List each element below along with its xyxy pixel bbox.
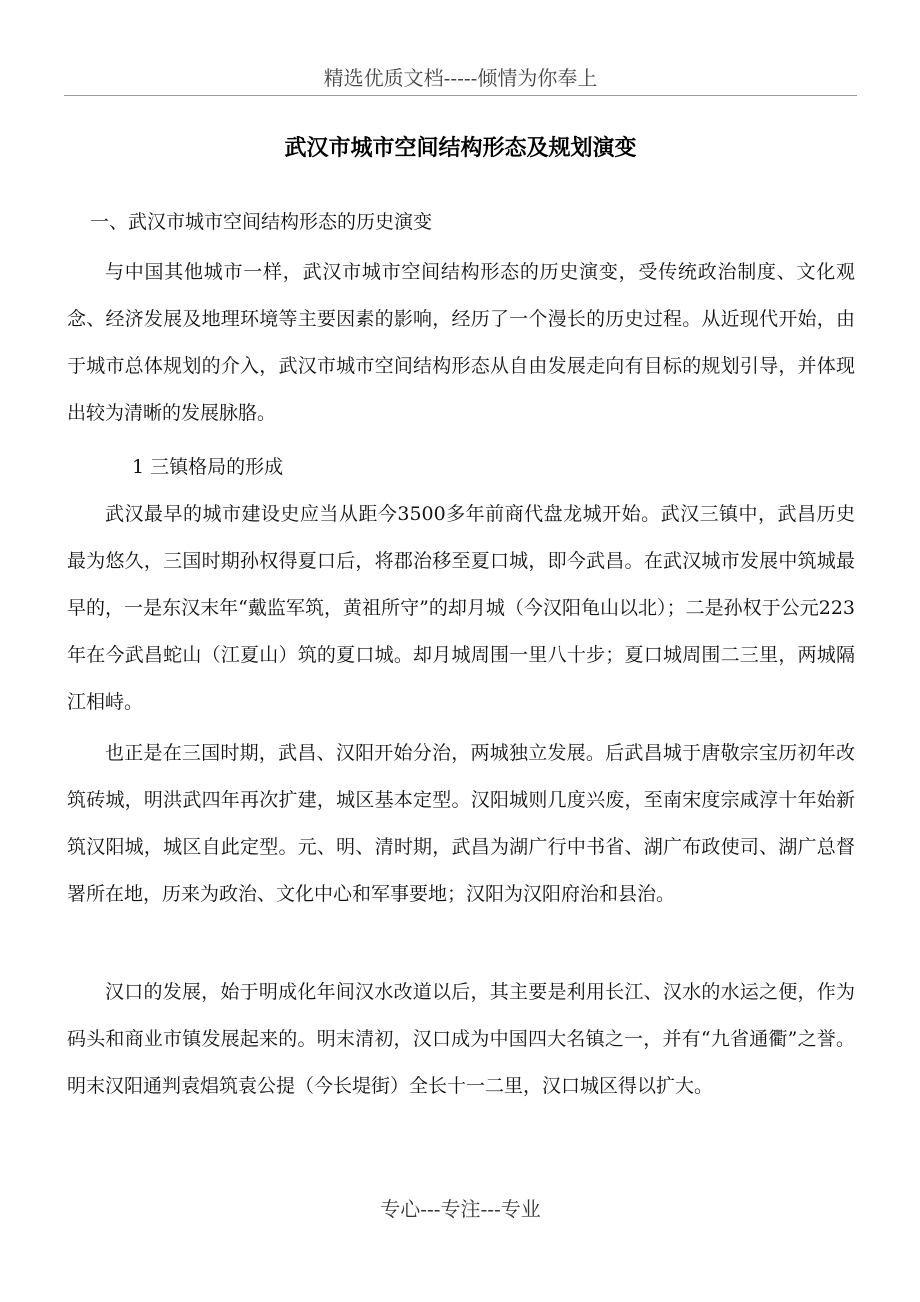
page-header: 精选优质文档-----倾情为你奉上 bbox=[323, 66, 598, 90]
body-paragraph: 也正是在三国时期，武昌、汉阳开始分治，两城独立发展。后武昌城于唐敬宗宝历初年改筑砖城，明洪武四年再次扩建，城区基本定型。汉阳城则几度兴废，至南宋度宗咸淳十年始新筑汉阳城，城区自此定型。元、明、清时期，武昌为湖广行中书省、湖广布政使司、湖广总督署所在地，历来为政治、文化中心和军事要地；汉阳为汉阳府治和县治。 bbox=[67, 742, 855, 905]
header-divider bbox=[64, 95, 857, 96]
intro-paragraph: 与中国其他城市一样，武汉市城市空间结构形态的历史演变，受传统政治制度、文化观念、经济发展及地理环境等主要因素的影响，经历了一个漫长的历史过程。从近现代开始，由于城市总体规划的介入，武汉市城市空间结构形态从自由发展走向有目标的规划引导，并体现出较为清晰的发展脉胳。 bbox=[67, 261, 855, 424]
page-footer: 专心---专注---专业 bbox=[380, 1197, 541, 1221]
document-title: 武汉市城市空间结构形态及规划演变 bbox=[284, 135, 637, 161]
body-paragraph: 武汉最早的城市建设史应当从距今3500多年前商代盘龙城开始。武汉三镇中，武昌历史最为悠久，三国时期孙权得夏口后，将郡治移至夏口城，即今武昌。在武汉城市发展中筑城最早的，一是东汉末年“戴监军筑，黄祖所守”的却月城（今汉阳龟山以北）；二是孙权于公元223年在今武昌蛇山（江夏山）筑的夏口城。却月城周围一里八十步；夏口城周围二三里，两城隔江相峙。 bbox=[67, 503, 855, 713]
body-paragraph: 汉口的发展，始于明成化年间汉水改道以后，其主要是利用长江、汉水的水运之便，作为码头和商业市镇发展起来的。明末清初，汉口成为中国四大名镇之一，并有“九省通衢”之誉。明末汉阳通判袁焻筑袁公提（今长堤街）全长十一二里，汉口城区得以扩大。 bbox=[67, 981, 855, 1097]
subsection-heading: 1 三镇格局的形成 bbox=[132, 456, 284, 478]
section-heading: 一、武汉市城市空间结构形态的历史演变 bbox=[90, 211, 433, 233]
